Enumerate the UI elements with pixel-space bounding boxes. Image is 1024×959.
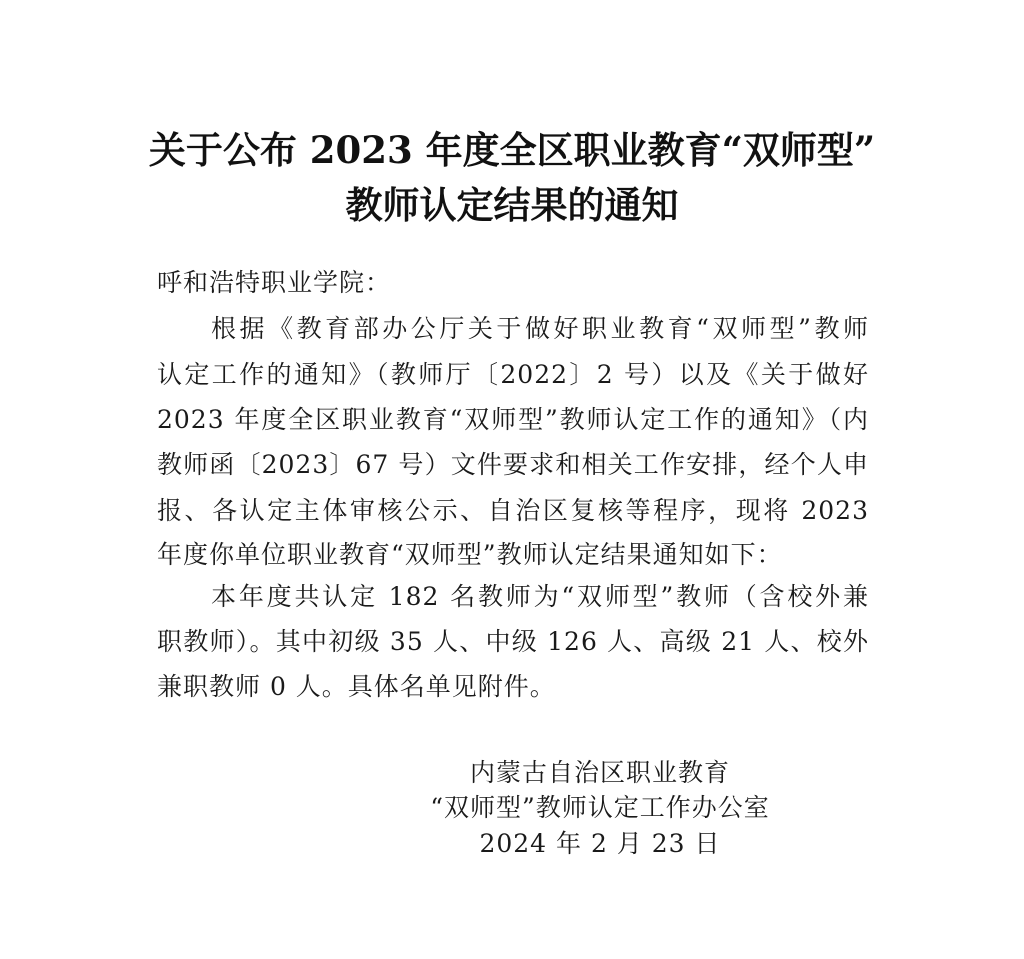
signature-organization-line-1: 内蒙古自治区职业教育 — [469, 758, 730, 787]
paragraph-2-line-3: 兼职教师 0 人。具体名单见附件。 — [157, 672, 556, 701]
paragraph-1-line-2: 认定工作的通知》（教师厅〔2022〕2 号）以及《关于做好 — [157, 360, 869, 389]
signature-date: 2024 年 2 月 23 日 — [479, 829, 721, 858]
document-title-line-1: 关于公布 2023 年度全区职业教育“双师型” — [148, 128, 876, 172]
salutation: 呼和浩特职业学院： — [157, 268, 392, 297]
paragraph-2-line-2: 职教师）。其中初级 35 人、中级 126 人、高级 21 人、校外 — [157, 627, 869, 656]
paragraph-1-line-4: 教师函〔2023〕67 号）文件要求和相关工作安排，经个人申 — [157, 450, 869, 479]
document-title-line-2: 教师认定结果的通知 — [345, 183, 679, 227]
paragraph-1-line-1: 根据《教育部办公厅关于做好职业教育“双师型”教师 — [211, 314, 869, 343]
paragraph-2-line-1: 本年度共认定 182 名教师为“双师型”教师（含校外兼 — [211, 582, 869, 611]
paragraph-1-line-3: 2023 年度全区职业教育“双师型”教师认定工作的通知》（内 — [157, 405, 869, 434]
signature-organization-line-2: “双师型”教师认定工作办公室 — [430, 793, 770, 822]
paragraph-1-line-6: 年度你单位职业教育“双师型”教师认定结果通知如下： — [157, 540, 783, 569]
paragraph-1-line-5: 报、各认定主体审核公示、自治区复核等程序，现将 2023 — [157, 496, 869, 525]
